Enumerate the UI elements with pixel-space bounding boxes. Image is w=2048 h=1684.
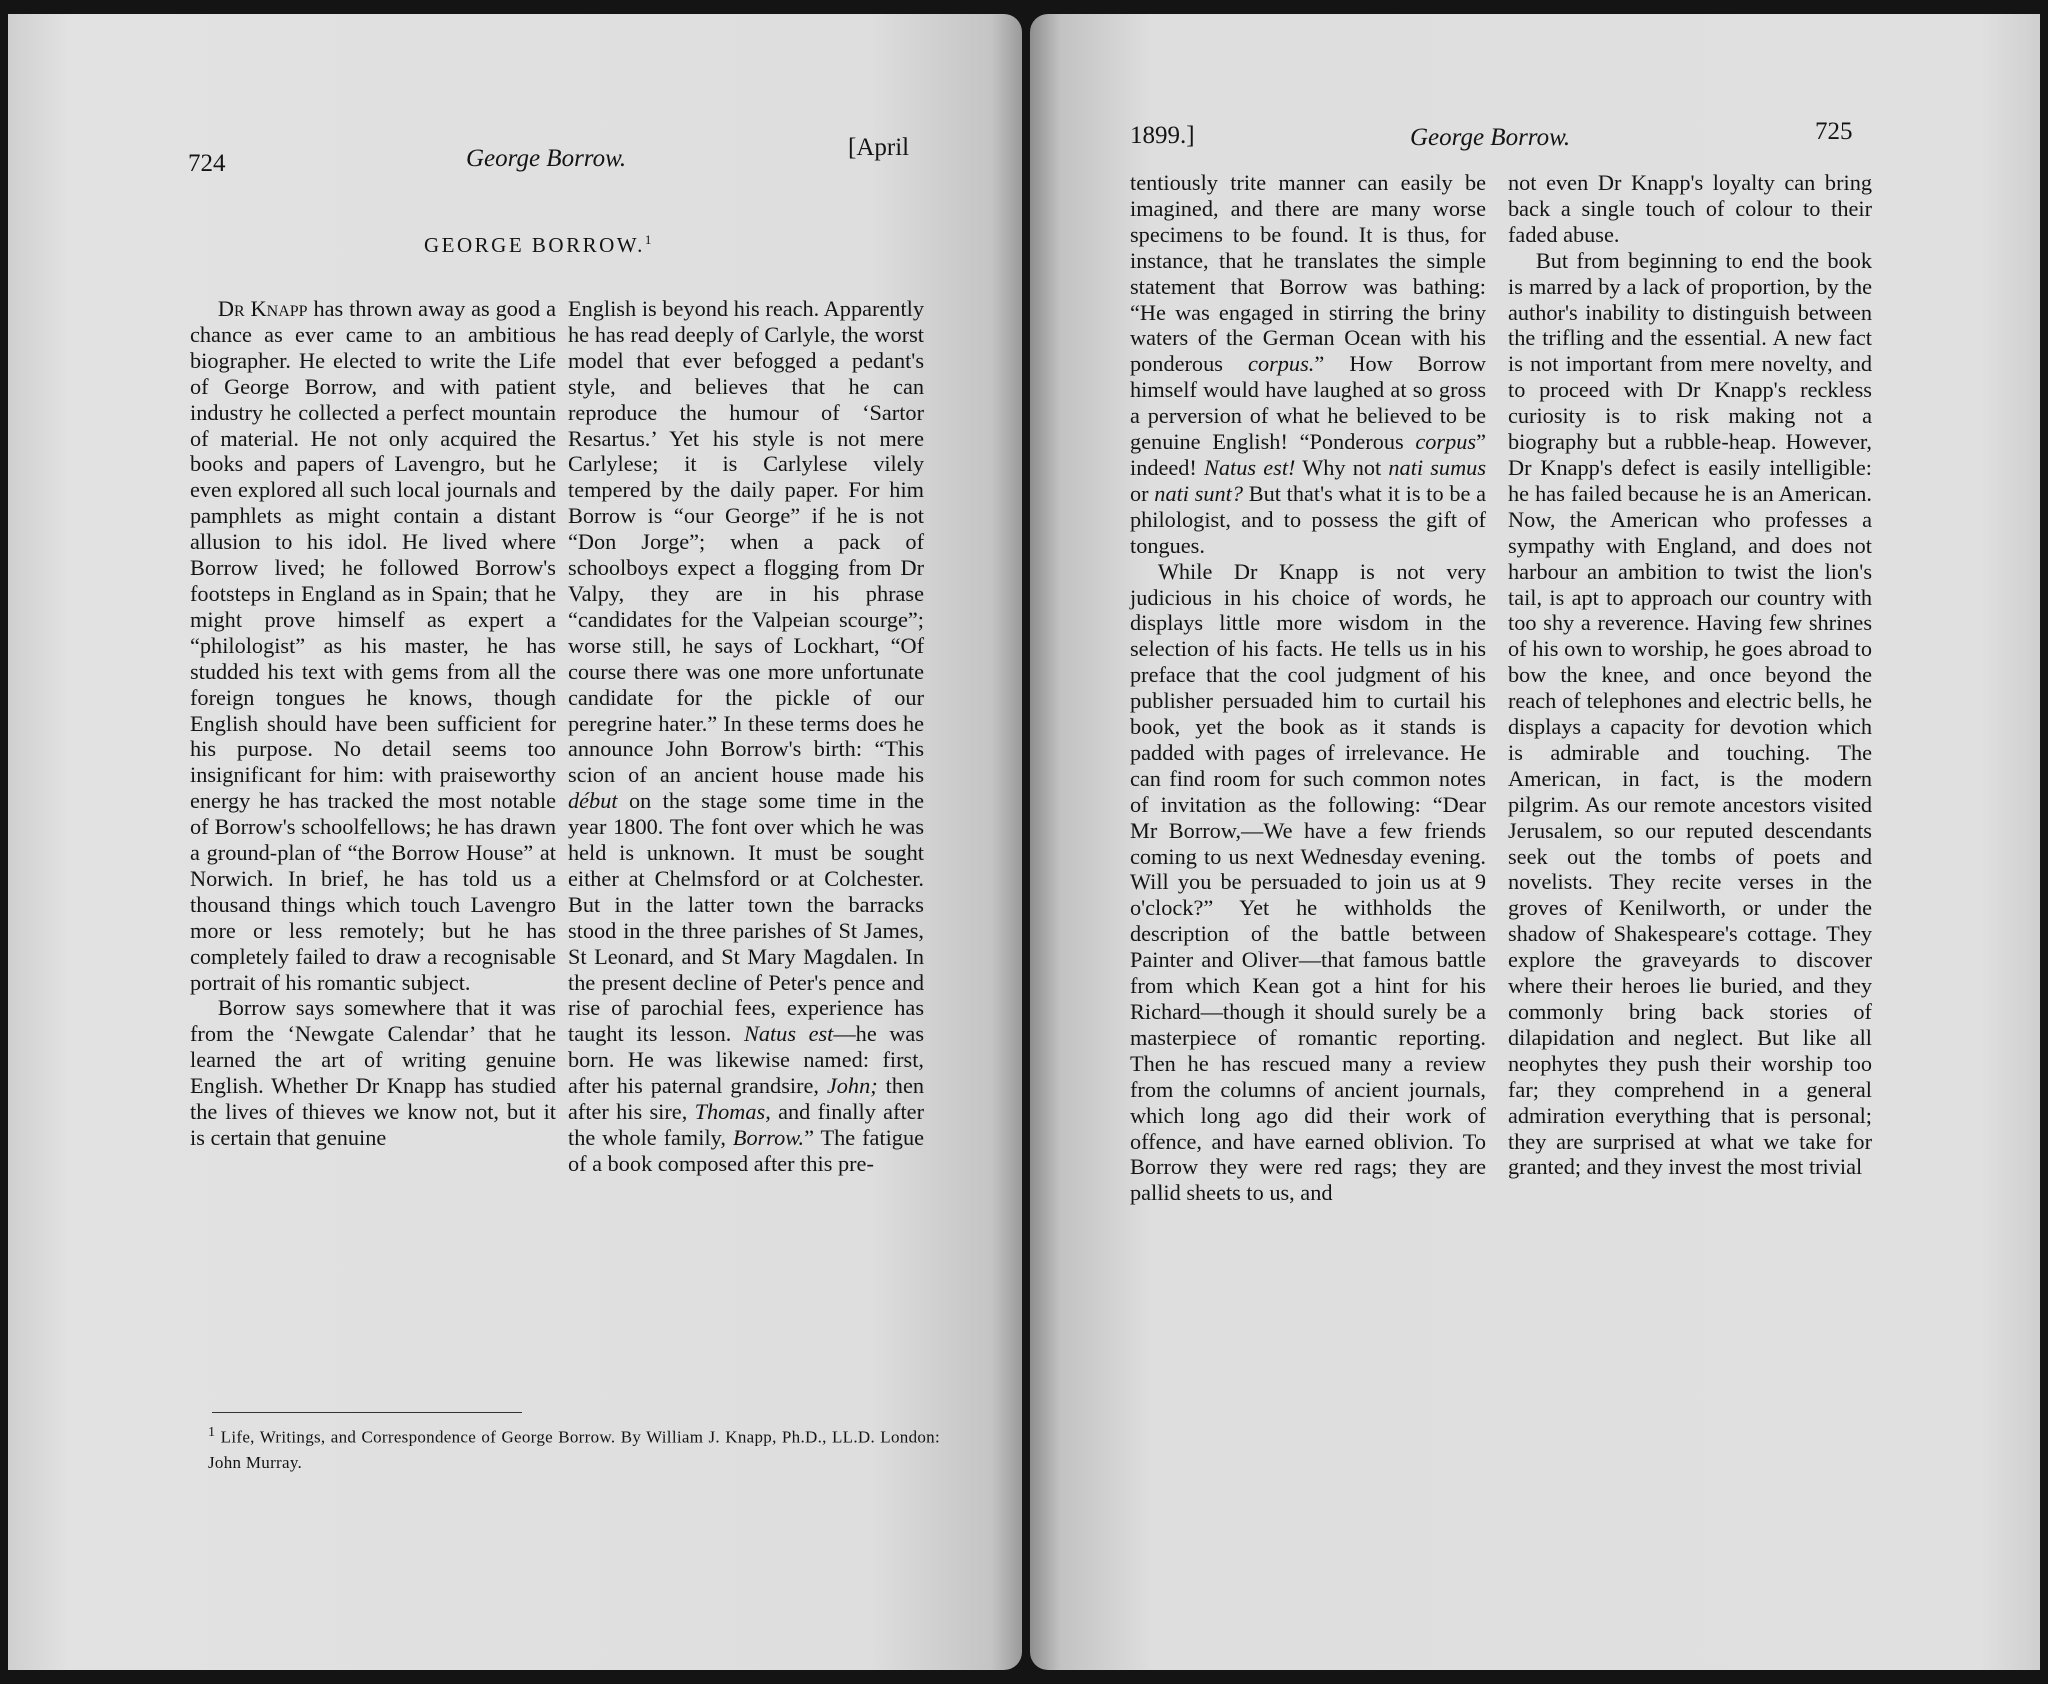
text-column-4: [1508, 170, 1872, 1180]
italic-run: John;: [826, 1073, 878, 1099]
italic-run: début: [568, 788, 618, 814]
text-run: ” indeed!: [1130, 429, 1486, 480]
italic-run: corpus: [1415, 429, 1477, 455]
running-date-left: [April: [848, 134, 910, 161]
italic-run: corpus.: [1248, 351, 1315, 377]
text-run: ” The fatigue of a book composed after this pre-: [568, 1125, 924, 1176]
text-run: on the stage some time in the year 1800. The font over which he was held is unknown. It must be sought either at Chelmsford or at Colchester. But in the latter town the barracks stood in the three parishes of St James, St Leonard, and St Mary Magdalen. In the present decline of Peter's pence and rise of parochial fees, experience has taught its lesson.: [568, 788, 924, 1047]
italic-run: Thomas,: [694, 1099, 771, 1125]
running-title-right: George Borrow.: [1410, 124, 1571, 151]
text-column-2: [568, 296, 924, 1177]
text-run: tentiously trite manner can easily be imagined, and there are many worse specimens to be found. It is thus, for instance, that he translates the simple statement that Borrow was bathing: “He was engaged in stirring the briny waters of the German Ocean with his ponderous: [1130, 170, 1486, 377]
text-run: —he was born. He was likewise named: first, after his paternal grandsire,: [568, 1021, 925, 1099]
italic-run: nati sumus: [1388, 454, 1487, 480]
article-title-text: GEORGE BORROW.: [424, 233, 645, 257]
paragraph-1: [190, 296, 556, 995]
footnote: [208, 1420, 940, 1475]
paragraph-continued: [568, 296, 924, 1177]
running-title-left: George Borrow.: [466, 145, 627, 172]
footnote-ref-mark: 1: [644, 232, 652, 247]
paragraph-2: Borrow says somewhere that it was from the ‘Newgate Calendar’ that he learned the art of writing genuine English. Whether Dr Knapp has studied the lives of thieves we know not, but it is certain that genuine: [190, 995, 556, 1150]
text-run: But that's what it is to be a philologist, and to possess the gift of tongues.: [1130, 480, 1487, 558]
paragraph-1-body: has thrown away as good a chance as ever came to an ambitious biographer. He elected to write the Life of George Borrow, and with patient industry he collected a perfect mountain of material. He not only acquired the books and papers of Lavengro, but he even explored all such local journals and pamphlets as might contain a distant allusion to his idol. He lived where Borrow lived; he followed Borrow's footsteps in England as in Spain; that he might prove himself as expert a “philologist” as his master, he has studded his text with gems from all the foreign tongues he knows, though English should have been sufficient for his purpose. No detail seems too insignificant for him: with praiseworthy energy he has tracked the most notable of Borrow's schoolfellows; he has drawn a ground-plan of “the Borrow House” at Norwich. In brief, he has told us a thousand things which touch Lavengro more or less remotely; but he has completely failed to draw a recognisable portrait of his romantic subject.: [190, 296, 556, 995]
footnote-rule: [212, 1412, 522, 1413]
italic-run: Borrow.: [732, 1125, 805, 1150]
italic-run: Natus est!: [1204, 454, 1296, 480]
text-column-3: [1130, 170, 1486, 1206]
running-date-right: 1899.]: [1130, 122, 1195, 149]
paragraph-continued: [1130, 170, 1486, 559]
text-run: ” How Borrow himself would have laughed at so gross a perversion of what he believed to be genuine English! “Ponderous: [1130, 351, 1486, 455]
text-run: and finally after the whole family,: [568, 1099, 924, 1150]
page-number-right: 725: [1815, 118, 1853, 145]
italic-run: nati sunt?: [1154, 480, 1244, 506]
page-number-left: 724: [188, 150, 226, 177]
text-run: English is beyond his reach. Apparently he has read deeply of Carlyle, the worst model that ever befogged a pedant's style, and believes that he can reproduce the humour of ‘Sartor Resartus.’ Yet his style is not mere Carlylese; it is Carlylese vilely tempered by the daily paper. For him Borrow is “our George” if he is not “Don Jorge”; when a pack of schoolboys expect a flogging from Dr Valpy, they are in his phrase “candidates for the Valpeian scourge”; worse still, he says of Lockhart, “Of course there was one more unfortunate candidate for the pickle of our peregrine hater.” In these terms does he announce John Borrow's birth: “This scion of an ancient house made his: [568, 296, 924, 788]
paragraph-4: But from beginning to end the book is marred by a lack of proportion, by the author's inability to distinguish between the trifling and the essential. A new fact is not important from mere novelty, and to proceed with Dr Knapp's reckless curiosity is to risk making not a biography but a rubble-heap. However, Dr Knapp's defect is easily intelligible: he has failed because he is an American. Now, the American who professes a sympathy with England, and does not harbour an ambition to twist the lion's tail, is apt to approach our country with too shy a reverence. Having few shrines of his own to worship, he goes abroad to bow the knee, and once beyond the reach of telephones and electric bells, he displays a capacity for devotion which is admirable and touching. The American, in fact, is the modern pilgrim. As our remote ancestors visited Jerusalem, so our reputed descendants seek out the tombs of poets and novelists. They recite verses in the groves of Kenilworth, or under the shadow of Shakespeare's cottage. They explore the graveyards to discover where their heroes lie buried, and they commonly bring back stories of dilapidation and neglect. But like all neophytes they push their worship too far; they comprehend in a general admiration everything that is personal; they are surprised at what we take for granted; and they invest the most trivial: [1508, 247, 1872, 1180]
paragraph-lead: Dr Knapp: [217, 296, 308, 321]
footnote-mark: 1: [208, 1424, 216, 1440]
text-column-1: [190, 296, 556, 1151]
text-run: Why not: [1295, 454, 1389, 480]
footnote-text: Life, Writings, and Correspondence of George Borrow. By William J. Knapp, Ph.D., LL.D. London: John Murray.: [208, 1427, 940, 1472]
text-run: then after his sire,: [568, 1073, 924, 1125]
italic-run: Natus est: [743, 1021, 834, 1047]
article-title: [424, 232, 651, 258]
paragraph-continued: not even Dr Knapp's loyalty can bring back a single touch of colour to their faded abuse.: [1508, 170, 1872, 247]
paragraph-3: While Dr Knapp is not very judicious in his choice of words, he displays little more wisdom in the selection of his facts. He tells us in his preface that the cool judgment of his publisher persuaded him to curtail his book, yet the book as it stands is padded with pages of irrelevance. He can find room for such common notes of invitation as the following: “Dear Mr Borrow,—We have a few friends coming to us next Wednesday evening. Will you be persuaded to join us at 9 o'clock?” Yet he withholds the description of the battle between Painter and Oliver—that famous battle from which Kean got a hint for his Richard—though it should surely be a masterpiece of romantic reporting. Then he has rescued many a review from the columns of ancient journals, which long ago did their work of offence, and have earned oblivion. To Borrow they were red rags; they are pallid sheets to us, and: [1130, 558, 1486, 1206]
text-run: or: [1130, 480, 1155, 506]
